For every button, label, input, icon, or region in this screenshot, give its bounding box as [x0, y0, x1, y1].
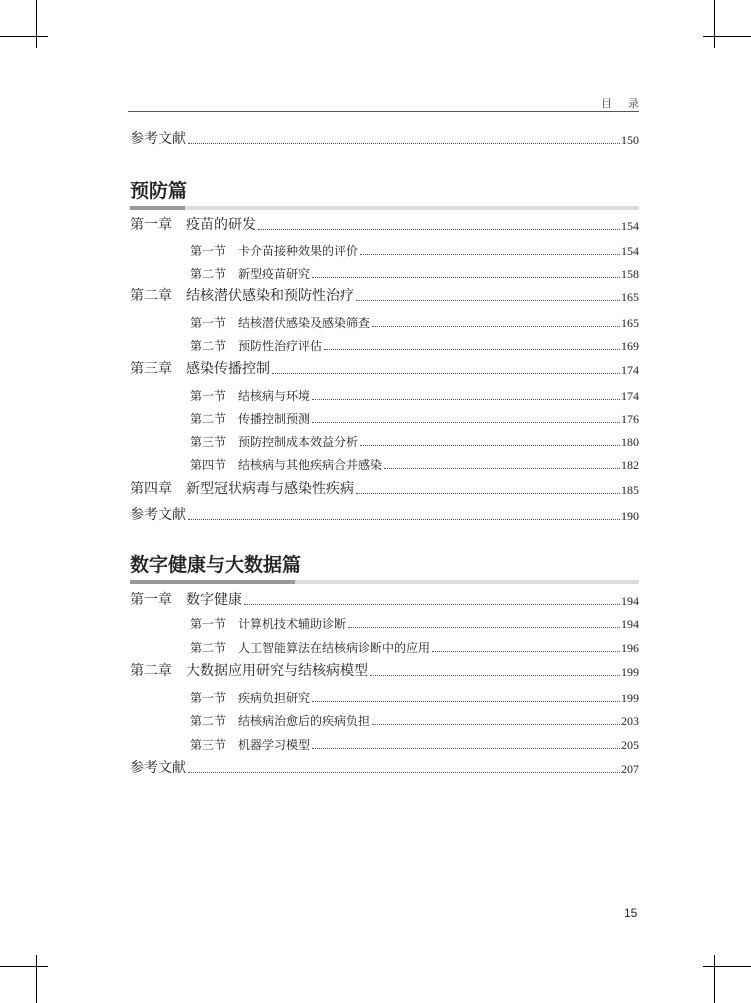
entry-page: 203 [621, 714, 639, 728]
dot-leader [348, 627, 620, 628]
chapter-entry[interactable] [130, 130, 639, 148]
entry-page: 165 [621, 290, 639, 304]
crop-mark [703, 36, 751, 37]
part-heading [130, 550, 639, 584]
dot-leader [360, 445, 620, 446]
entry-title: 第一节 计算机技术辅助诊断 [190, 617, 347, 631]
section-entry[interactable] [190, 241, 639, 259]
section-entry[interactable] [190, 688, 639, 706]
entry-page: 180 [621, 435, 639, 449]
dot-leader [324, 349, 620, 350]
entry-title: 第二章 结核潜伏感染和预防性治疗 [130, 288, 354, 304]
crop-mark [0, 966, 48, 967]
entry-title: 第一章 数字健康 [130, 592, 242, 608]
entry-title: 第二节 新型疫苗研究 [190, 267, 311, 281]
entry-title: 第二节 结核病治愈后的疾病负担 [190, 714, 371, 728]
dot-leader [312, 701, 620, 702]
entry-page: 185 [621, 483, 639, 497]
dot-leader [356, 493, 620, 494]
entry-page: 169 [621, 339, 639, 353]
section-entry[interactable] [190, 386, 639, 404]
dot-leader [370, 675, 620, 676]
part-heading [130, 176, 639, 210]
dot-leader [312, 277, 620, 278]
entry-title: 第一节 结核病与环境 [190, 389, 311, 403]
section-entry[interactable] [190, 735, 639, 753]
dot-leader [384, 468, 620, 469]
crop-mark [714, 955, 715, 1003]
dot-leader [244, 604, 620, 605]
entry-title: 第二节 传播控制预测 [190, 412, 311, 426]
chapter-entry[interactable] [130, 480, 639, 498]
entry-title: 第四节 结核病与其他疾病合并感染 [190, 458, 383, 472]
entry-title: 第二节 预防性治疗评估 [190, 339, 323, 353]
part-title: 数字健康与大数据篇 [130, 554, 302, 576]
entry-title: 第二章 大数据应用研究与结核病模型 [130, 663, 368, 679]
dot-leader [188, 143, 620, 144]
dot-leader [272, 373, 620, 374]
entry-page: 154 [621, 244, 639, 258]
dot-leader [188, 772, 620, 773]
crop-mark [714, 0, 715, 48]
chapter-entry[interactable] [130, 591, 639, 609]
crop-mark [0, 36, 48, 37]
entry-page: 205 [621, 738, 639, 752]
entry-title: 参考文献 [130, 760, 186, 776]
entry-title: 第一节 结核潜伏感染及感染筛查 [190, 316, 371, 330]
part-underline [130, 580, 639, 584]
part-title: 预防篇 [130, 180, 188, 202]
section-entry[interactable] [190, 336, 639, 354]
chapter-entry[interactable] [130, 506, 639, 524]
page-number: 15 [624, 906, 638, 920]
entry-page: 199 [621, 691, 639, 705]
chapter-entry[interactable] [130, 662, 639, 680]
entry-page: 196 [621, 641, 639, 655]
entry-page: 176 [621, 412, 639, 426]
part-underline [130, 206, 639, 210]
dot-leader [372, 724, 620, 725]
entry-title: 第三章 感染传播控制 [130, 361, 270, 377]
dot-leader [258, 229, 620, 230]
crop-mark [703, 966, 751, 967]
dot-leader [312, 399, 620, 400]
entry-page: 158 [621, 267, 639, 281]
chapter-entry[interactable] [130, 287, 639, 305]
entry-title: 第四章 新型冠状病毒与感染性疾病 [130, 481, 354, 497]
crop-mark [36, 0, 37, 48]
entry-page: 182 [621, 458, 639, 472]
header-title: 目录 [601, 97, 655, 110]
dot-leader [312, 422, 620, 423]
entry-title: 第一节 疾病负担研究 [190, 691, 311, 705]
entry-page: 199 [621, 665, 639, 679]
entry-title: 第三节 预防控制成本效益分析 [190, 435, 359, 449]
dot-leader [360, 254, 620, 255]
chapter-entry[interactable] [130, 216, 639, 234]
entry-page: 190 [621, 509, 639, 523]
dot-leader [372, 326, 620, 327]
running-header [128, 95, 655, 112]
crop-mark [36, 955, 37, 1003]
chapter-entry[interactable] [130, 759, 639, 777]
entry-page: 207 [621, 762, 639, 776]
entry-page: 154 [621, 219, 639, 233]
section-entry[interactable] [190, 264, 639, 282]
entry-title: 第一节 卡介苗接种效果的评价 [190, 244, 359, 258]
dot-leader [356, 300, 620, 301]
section-entry[interactable] [190, 409, 639, 427]
section-entry[interactable] [190, 313, 639, 331]
section-entry[interactable] [190, 455, 639, 473]
chapter-entry[interactable] [130, 360, 639, 378]
entry-page: 150 [621, 133, 639, 147]
section-entry[interactable] [190, 711, 639, 729]
entry-title: 第三节 机器学习模型 [190, 738, 311, 752]
dot-leader [188, 519, 620, 520]
entry-title: 参考文献 [130, 131, 186, 147]
entry-page: 174 [621, 363, 639, 377]
entry-page: 194 [621, 594, 639, 608]
dot-leader [312, 748, 620, 749]
dot-leader [432, 651, 620, 652]
entry-page: 165 [621, 316, 639, 330]
entry-page: 174 [621, 389, 639, 403]
entry-title: 参考文献 [130, 507, 186, 523]
entry-title: 第一章 疫苗的研发 [130, 217, 256, 233]
section-entry[interactable] [190, 614, 639, 632]
section-entry[interactable] [190, 432, 639, 450]
entry-title: 第二节 人工智能算法在结核病诊断中的应用 [190, 641, 431, 655]
entry-page: 194 [621, 617, 639, 631]
section-entry[interactable] [190, 638, 639, 656]
